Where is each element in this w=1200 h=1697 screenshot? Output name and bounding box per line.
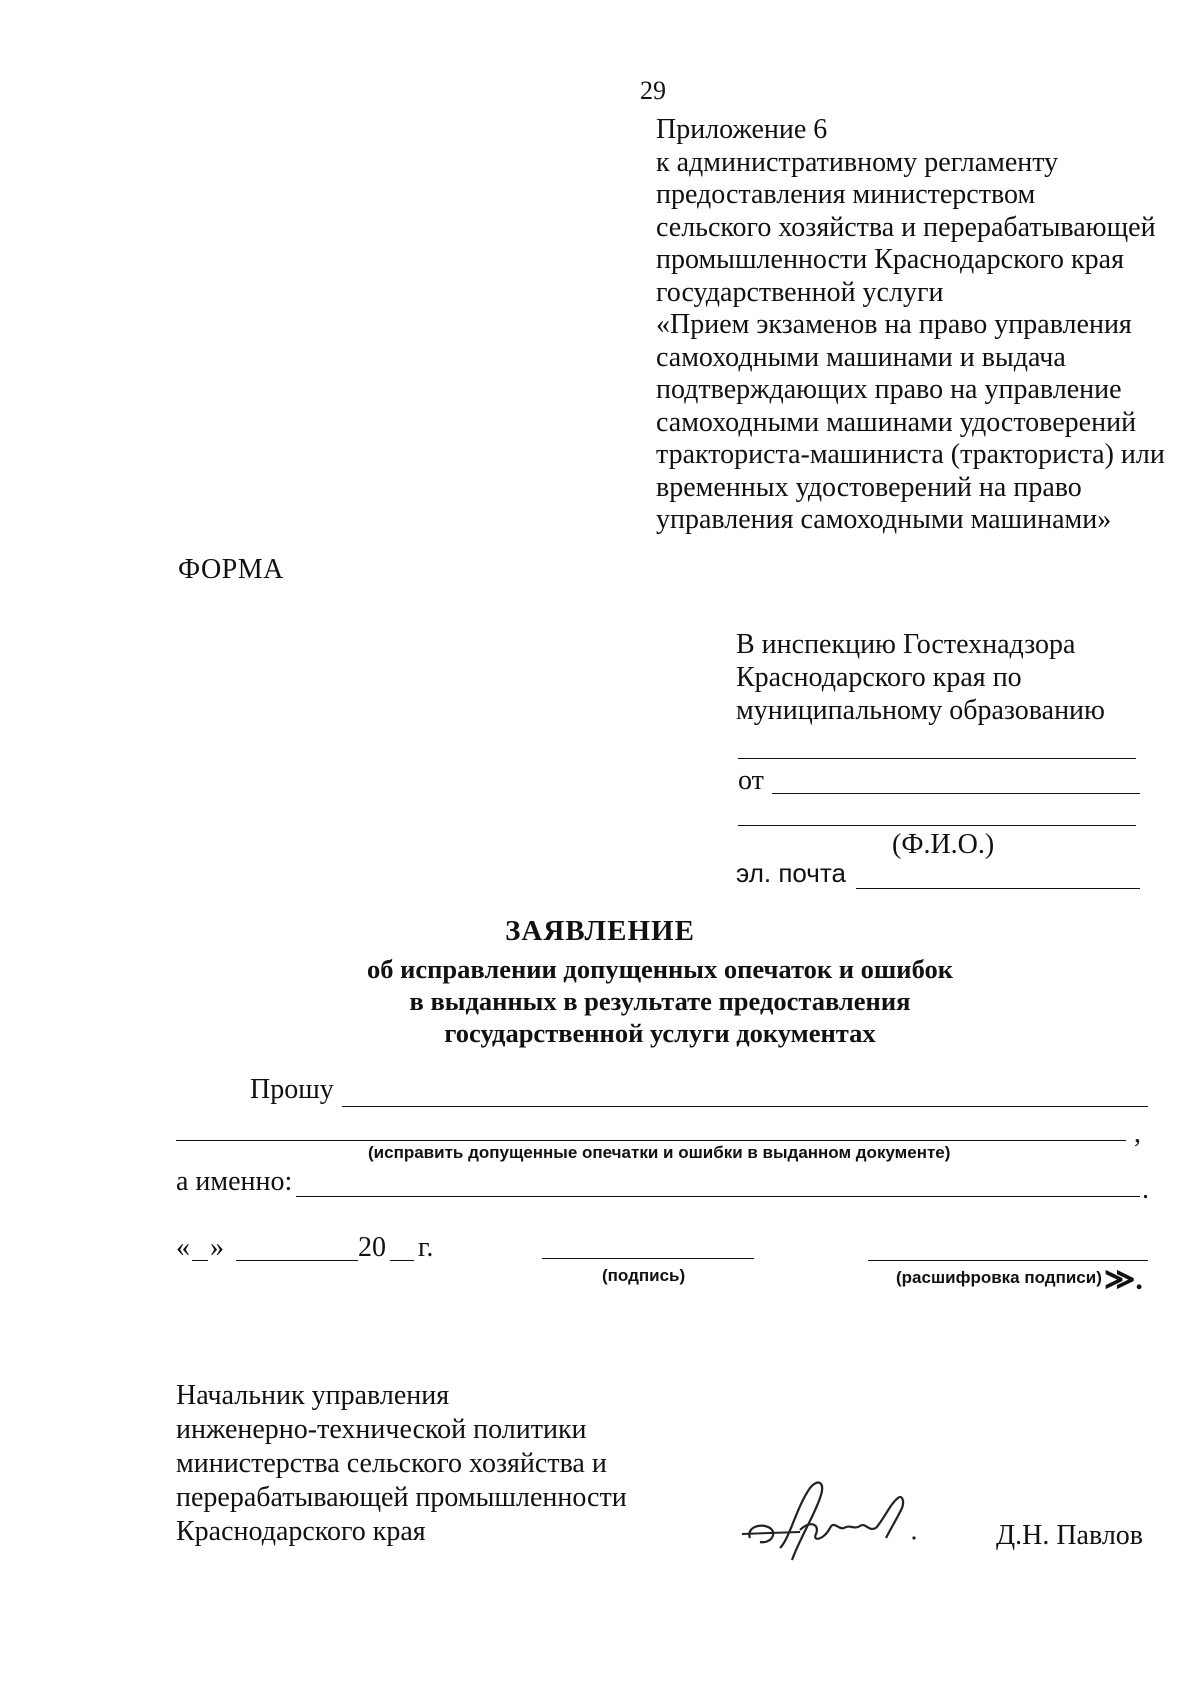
date-close-quote: » <box>210 1232 224 1263</box>
date-open-quote: « <box>176 1232 190 1263</box>
signer-name: Д.Н. Павлов <box>996 1520 1144 1551</box>
from-label: от <box>738 765 764 796</box>
date-month-field[interactable] <box>236 1260 358 1261</box>
decoding-caption: (расшифровка подписи) <box>896 1268 1102 1287</box>
namely-label: а именно: <box>176 1166 293 1197</box>
appendix-line: к административному регламенту <box>656 146 1059 178</box>
request-field[interactable] <box>342 1106 1148 1107</box>
signature-decoding-field[interactable] <box>868 1260 1148 1261</box>
period: . <box>1142 1174 1149 1205</box>
date-year-suffix: г. <box>418 1232 434 1263</box>
recipient-block <box>736 628 1105 727</box>
date-year-field[interactable] <box>390 1260 414 1261</box>
recipient-line: муниципальному образованию <box>736 695 1105 726</box>
position-line: инженерно-технической политики <box>176 1414 587 1445</box>
recipient-line: В инспекцию Гостехнадзора <box>736 629 1076 660</box>
position-line: Краснодарского края <box>176 1516 426 1547</box>
position-line: перерабатывающей промышленности <box>176 1482 627 1513</box>
request-label: Прошу <box>250 1074 334 1105</box>
appendix-line: самоходными машинами и выдача <box>656 341 1066 373</box>
end-mark: ≫. <box>1104 1263 1143 1296</box>
statement-subtitle-line: государственной услуги документах <box>444 1018 876 1048</box>
appendix-line: государственной услуги <box>656 276 944 308</box>
email-label: эл. почта <box>736 858 846 888</box>
handwritten-signature <box>740 1468 930 1568</box>
request-caption: (исправить допущенные опечатки и ошибки в выданном документе) <box>368 1143 951 1162</box>
fio-caption: (Ф.И.О.) <box>892 829 995 860</box>
appendix-line: сельского хозяйства и перерабатывающей <box>656 211 1156 243</box>
statement-subtitle-line: об исправлении допущенных опечаток и ошибок <box>367 954 953 984</box>
date-year-prefix: 20 <box>358 1232 386 1263</box>
statement-title: ЗАЯВЛЕНИЕ <box>505 915 695 947</box>
appendix-line: самоходными машинами удостоверений <box>656 406 1137 438</box>
appendix-line: временных удостоверений на право <box>656 471 1082 503</box>
page-number: 29 <box>640 76 666 105</box>
appendix-line: управления самоходными машинами» <box>656 504 1112 535</box>
appendix-line: предоставления министерством <box>656 179 1036 210</box>
position-line: Начальник управления <box>176 1380 450 1411</box>
position-line: министерства сельского хозяйства и <box>176 1448 607 1479</box>
statement-subtitle-line: в выданных в результате предоставления <box>409 986 911 1016</box>
appendix-line: тракториста-машиниста (тракториста) или <box>656 439 1165 470</box>
date-day-field[interactable] <box>192 1260 208 1261</box>
namely-field[interactable] <box>296 1196 1140 1197</box>
signature-field[interactable] <box>542 1258 754 1259</box>
appendix-block <box>656 114 1176 537</box>
municipality-field[interactable] <box>738 758 1136 759</box>
appendix-line: Приложение 6 <box>656 114 828 145</box>
from-field-second-line[interactable] <box>738 825 1136 826</box>
recipient-line: Краснодарского края по <box>736 662 1022 693</box>
comma: , <box>1134 1118 1141 1149</box>
request-field-second-line[interactable] <box>176 1140 1126 1141</box>
email-field[interactable] <box>856 888 1140 889</box>
from-field[interactable] <box>772 793 1140 794</box>
appendix-line: подтверждающих право на управление <box>656 374 1122 405</box>
signature-caption: (подпись) <box>602 1266 686 1285</box>
appendix-line: промышленности Краснодарского края <box>656 244 1124 275</box>
form-label: ФОРМА <box>178 554 284 585</box>
appendix-line: «Прием экзаменов на право управления <box>656 309 1132 340</box>
